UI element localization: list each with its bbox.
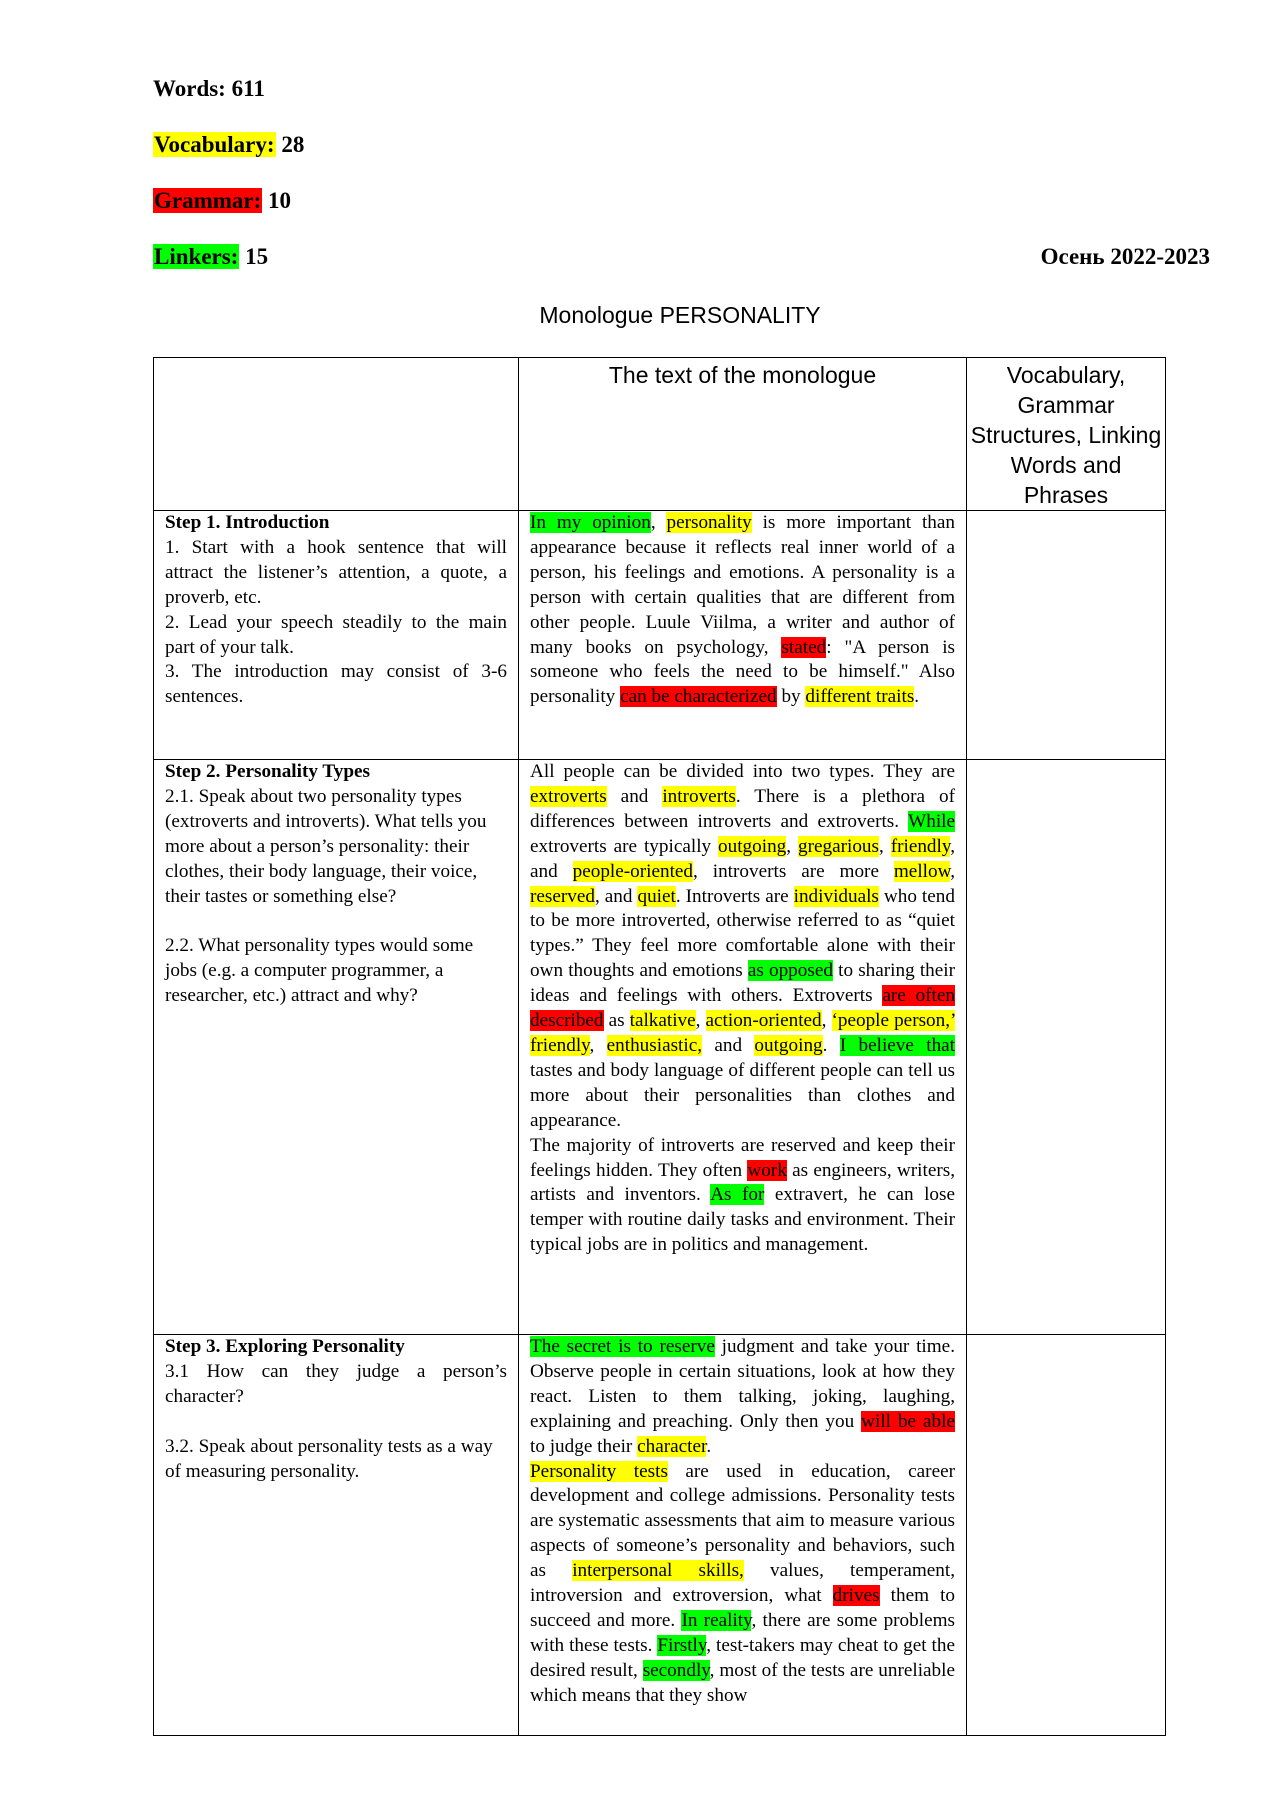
vocabulary-highlight: talkative xyxy=(629,1010,696,1032)
vocabulary-highlight: gregarious xyxy=(797,835,879,857)
text-run: extravert, he can lose temper with routine daily tasks and environment. Their typical jobs are in politics and management. xyxy=(530,1184,956,1256)
text-run: , xyxy=(786,835,798,857)
text-run: tastes and body language of different people can tell us more about their personalities than clothes and appearance. xyxy=(530,1059,955,1131)
step-title: Step 3. Exploring Personality xyxy=(165,1336,405,1357)
vocabulary-stat xyxy=(153,132,304,188)
vocabulary-highlight: people-oriented xyxy=(572,860,694,882)
text-run: All people can be divided into two types. They are xyxy=(530,761,955,782)
table-row xyxy=(154,760,1166,1335)
text-run: , there are some problems with these tests. xyxy=(530,1609,955,1656)
text-run: who tend to be more introverted, otherwise referred to as “quiet types.” They feel more comfortable alone with their own thoughts and emotions xyxy=(530,885,955,982)
step-title: Step 1. Introduction xyxy=(165,512,330,533)
text-run: and xyxy=(702,1034,755,1056)
document-title: Monologue PERSONALITY xyxy=(539,302,821,328)
vocabulary-highlight: outgoing xyxy=(754,1034,823,1056)
vocabulary-cell xyxy=(967,760,1166,1335)
words-label: Words: xyxy=(153,76,226,101)
text-run: , most of the tests are unreliable which means that they show xyxy=(530,1659,955,1706)
text-run: , and xyxy=(594,885,638,907)
step-cell xyxy=(154,760,519,1335)
text-run: values, temperament, introversion and extroversion, what xyxy=(530,1560,956,1607)
vocabulary-highlight: interpersonal skills, xyxy=(572,1560,744,1582)
text-run: , xyxy=(821,1010,832,1032)
header-empty-cell xyxy=(154,358,519,511)
instruction-spacer xyxy=(165,909,507,934)
vocabulary-highlight: character xyxy=(637,1435,707,1457)
text-run: as engineers, writers, artists and inventors. xyxy=(530,1159,955,1206)
text-run: , xyxy=(878,835,891,857)
grammar-highlight: work xyxy=(747,1159,787,1181)
text-run: . Introverts are xyxy=(675,885,794,907)
text-run: , xyxy=(950,860,955,882)
grammar-highlight: are often described xyxy=(530,985,955,1032)
linker-highlight: In reality xyxy=(681,1609,752,1631)
grammar-highlight: drives xyxy=(832,1585,880,1607)
vocabulary-value: 28 xyxy=(281,132,305,157)
table-row xyxy=(154,511,1166,760)
vocabulary-highlight: quiet xyxy=(637,885,676,907)
vocabulary-highlight: extroverts xyxy=(530,785,607,807)
step-instruction: 2. Lead your speech steadily to the main part of your talk. xyxy=(165,611,507,658)
vocabulary-highlight: enthusiastic, xyxy=(606,1034,703,1056)
instruction-spacer xyxy=(165,1410,507,1435)
linker-highlight: secondly xyxy=(642,1659,710,1681)
text-run: , xyxy=(589,1034,607,1056)
text-run: . xyxy=(914,686,920,708)
monologue-text-cell xyxy=(519,1335,967,1736)
step-cell xyxy=(154,1335,519,1736)
grammar-stat xyxy=(153,188,304,244)
vocabulary-cell xyxy=(967,1335,1166,1736)
vocabulary-highlight: personality xyxy=(666,512,752,533)
text-run: . xyxy=(822,1034,840,1056)
linker-highlight: In my opinion xyxy=(530,512,651,533)
text-run: , and xyxy=(530,835,955,882)
grammar-highlight: will be able xyxy=(861,1410,955,1432)
step-instruction: 3.2. Speak about personality tests as a way of measuring personality. xyxy=(165,1435,493,1482)
vocabulary-label: Vocabulary: xyxy=(154,132,275,157)
monologue-text-cell xyxy=(519,511,967,760)
table-header-row xyxy=(154,358,1166,511)
vocabulary-highlight: reserved xyxy=(530,885,595,907)
vocabulary-highlight: mellow xyxy=(893,860,951,882)
linkers-stat xyxy=(153,244,304,300)
words-value: 611 xyxy=(231,76,265,101)
vocabulary-highlight: ‘people person,’ xyxy=(831,1010,955,1032)
monologue-text-cell xyxy=(519,760,967,1335)
step-instruction: 3.1 How can they judge a person’s character? xyxy=(165,1360,507,1407)
text-run: as xyxy=(603,1010,630,1032)
linker-highlight: as opposed xyxy=(747,960,833,982)
vocabulary-highlight: action-oriented xyxy=(705,1010,822,1032)
linkers-label: Linkers: xyxy=(154,244,239,269)
text-run: The majority of introverts are reserved and keep their feelings hidden. They often xyxy=(530,1134,955,1181)
text-run: , xyxy=(650,512,667,533)
text-run: , introverts are more xyxy=(693,860,894,882)
vocabulary-highlight: introverts xyxy=(662,785,736,807)
vocabulary-cell xyxy=(967,511,1166,760)
header-monologue-text: The text of the monologue xyxy=(519,358,967,511)
grammar-highlight: stated xyxy=(781,636,827,658)
monologue-table xyxy=(153,357,1166,1736)
text-run: . xyxy=(706,1435,712,1457)
step-instruction: 2.1. Speak about two personality types (extroverts and introverts). What tells you more about a person’s personality: their clothes, their body language, their voice, their tastes or something else? xyxy=(165,785,487,907)
semester-label: Осень 2022-2023 xyxy=(1040,244,1210,269)
vocabulary-highlight: individuals xyxy=(793,885,879,907)
vocabulary-highlight: Personality tests xyxy=(530,1460,668,1482)
vocabulary-highlight: friendly xyxy=(530,1034,590,1056)
text-run: them to succeed and more. xyxy=(530,1585,955,1631)
text-run: . There is a plethora of differences between introverts and extroverts. xyxy=(530,785,955,832)
step-title: Step 2. Personality Types xyxy=(165,761,371,782)
grammar-label: Grammar: xyxy=(154,188,262,213)
header-vocabulary: Vocabulary, Grammar Structures, Linking Words and Phrases xyxy=(967,358,1166,511)
words-stat xyxy=(153,76,304,132)
text-run: to judge their xyxy=(530,1435,638,1457)
linker-highlight: I believe that xyxy=(839,1034,956,1056)
text-run: and xyxy=(606,785,663,807)
step-instruction: 3. The introduction may consist of 3-6 sentences. xyxy=(165,661,507,708)
vocabulary-highlight: different traits xyxy=(805,686,915,708)
text-run: , xyxy=(695,1010,706,1032)
text-run: , test-takers may cheat to get the desired result, xyxy=(530,1634,955,1681)
text-run: judgment and take your time. Observe people in certain situations, look at how they react. Listen to them talking, joking, laughing, explaining and preaching. Only then you xyxy=(530,1336,955,1432)
stats-block xyxy=(153,76,304,300)
text-run: extroverts are typically xyxy=(530,835,719,857)
text-run: : "A person is someone who feels the need to be himself." Also personality xyxy=(530,636,955,708)
grammar-value: 10 xyxy=(268,188,292,213)
text-run: to sharing their ideas and feelings with others. Extroverts xyxy=(530,960,956,1007)
text-run: is more important than appearance because it reflects real inner world of a person, his feelings and emotions. A personality is a person with certain qualities that are different from other people. Luule Viilma, a writer and author of many books on psychology, xyxy=(530,512,955,658)
linker-highlight: While xyxy=(908,810,955,832)
step-cell xyxy=(154,511,519,760)
linker-highlight: As for xyxy=(710,1184,765,1206)
linker-highlight: The secret is to reserve xyxy=(530,1336,715,1357)
vocabulary-highlight: outgoing xyxy=(718,835,787,857)
text-run: by xyxy=(776,686,806,708)
grammar-highlight: can be characterized xyxy=(620,686,777,708)
step-instruction: 2.2. What personality types would some jobs (e.g. a computer programmer, a researcher, etc.) attract and why? xyxy=(165,935,474,1007)
text-run: are used in education, career development and college admissions. Personality tests are systematic assessments that aim to measure various aspects of someone’s personality and behaviors, such as xyxy=(530,1460,955,1582)
linkers-value: 15 xyxy=(245,244,269,269)
table-row xyxy=(154,1335,1166,1736)
vocabulary-highlight: friendly xyxy=(890,835,951,857)
step-instruction: 1. Start with a hook sentence that will attract the listener’s attention, a quote, a proverb, etc. xyxy=(165,536,507,608)
linker-highlight: Firstly xyxy=(657,1634,707,1656)
